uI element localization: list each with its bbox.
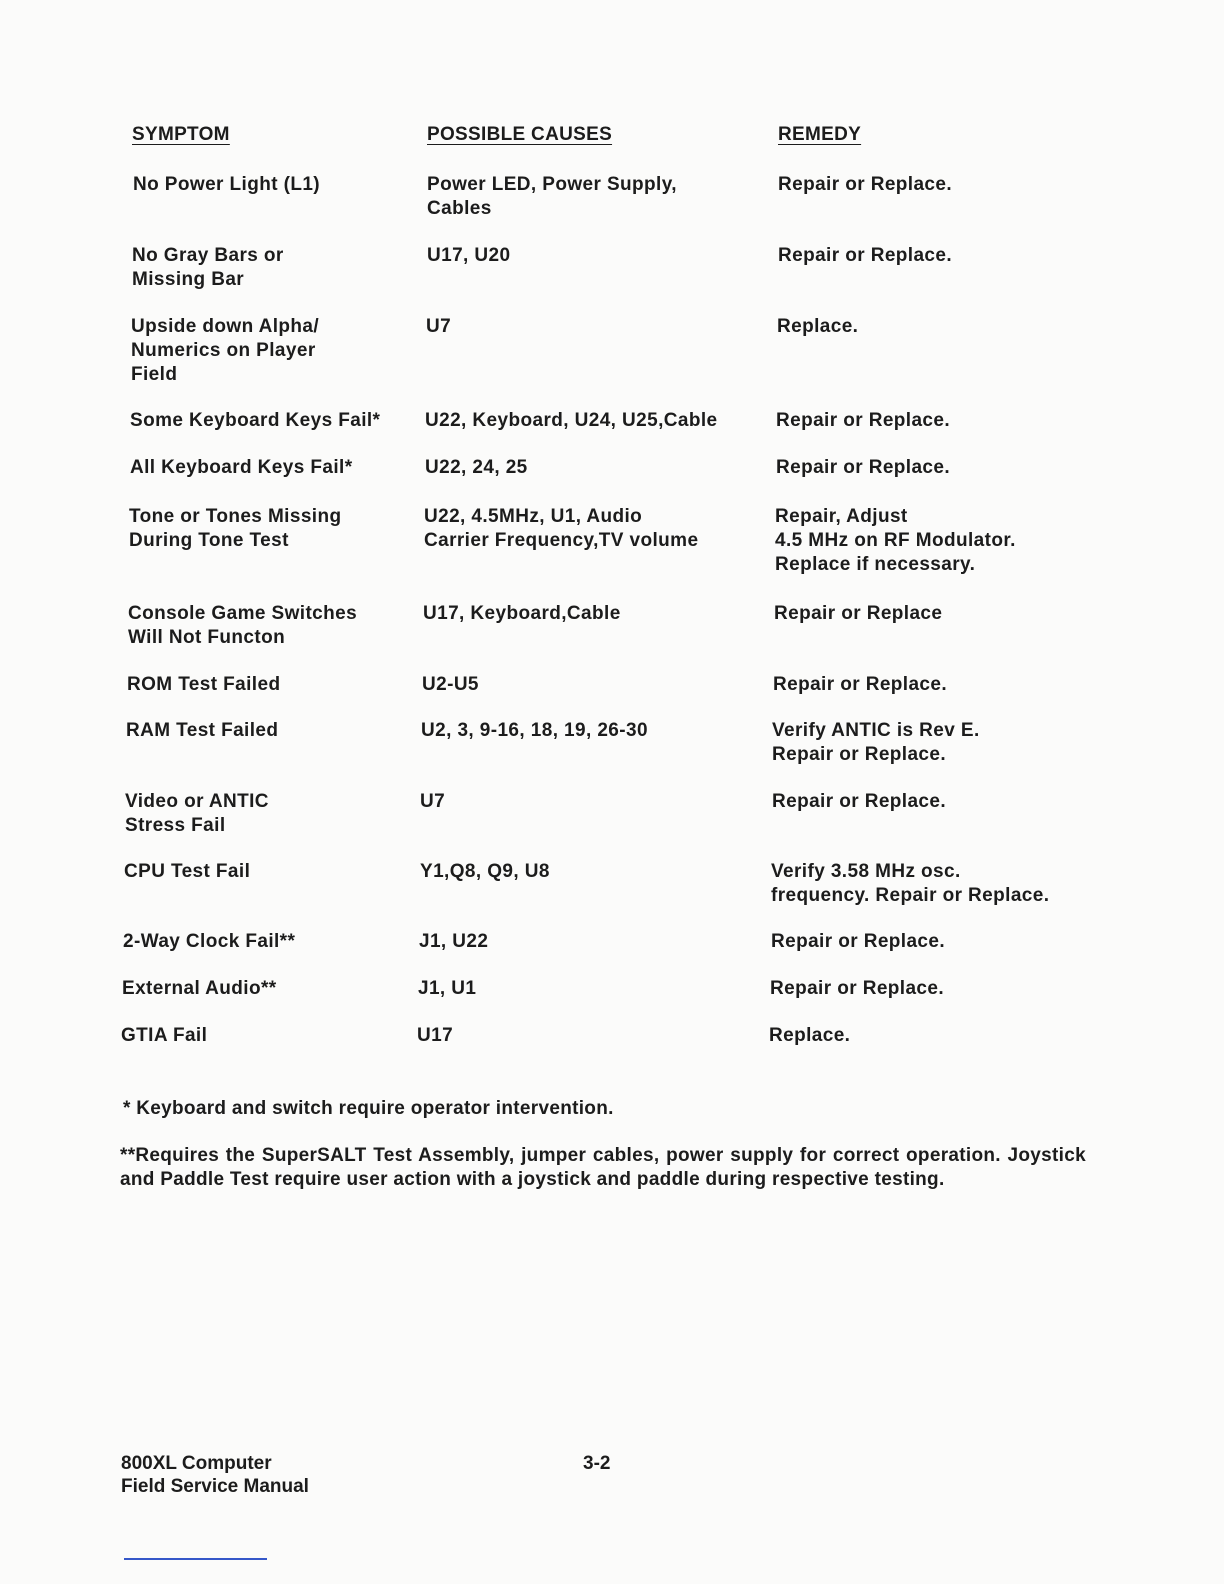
remedy-cell: Repair or Replace. <box>778 245 953 266</box>
footnote-supersalt: **Requires the SuperSALT Test Assembly, jumper cables, power supply for correct operation. Joystick and Paddle Test require user action with a joystick and paddle during respective testing. <box>120 1145 1086 1190</box>
remedy-cell: Repair, Adjust 4.5 MHz on RF Modulator. Replace if necessary. <box>775 506 1016 575</box>
symptom-cell: All Keyboard Keys Fail* <box>130 457 353 478</box>
remedy-cell: Repair or Replace. <box>778 174 953 195</box>
footer-title-line1: 800XL Computer <box>121 1453 272 1474</box>
causes-cell: U22, Keyboard, U24, U25,Cable <box>425 410 718 431</box>
remedy-cell: Replace. <box>777 316 859 337</box>
remedy-cell: Repair or Replace. <box>772 791 947 812</box>
remedy-cell: Repair or Replace <box>774 603 943 624</box>
header-possible-causes: POSSIBLE CAUSES <box>427 124 613 145</box>
causes-cell: Power LED, Power Supply, Cables <box>427 174 677 219</box>
symptom-cell: 2-Way Clock Fail** <box>123 931 296 952</box>
symptom-cell: RAM Test Failed <box>126 720 279 741</box>
causes-cell: U17 <box>417 1025 454 1046</box>
symptom-cell: External Audio** <box>122 978 277 999</box>
symptom-cell: Tone or Tones Missing During Tone Test <box>129 506 342 551</box>
causes-cell: U22, 4.5MHz, U1, Audio Carrier Frequency,TV volume <box>424 506 699 551</box>
symptom-cell: Some Keyboard Keys Fail* <box>130 410 381 431</box>
causes-cell: U17, U20 <box>427 245 511 266</box>
footnote-keyboard: * Keyboard and switch require operator intervention. <box>123 1098 614 1119</box>
symptom-cell: GTIA Fail <box>121 1025 208 1046</box>
causes-cell: U2, 3, 9-16, 18, 19, 26-30 <box>421 720 648 741</box>
causes-cell: U7 <box>426 316 452 337</box>
symptom-cell: No Power Light (L1) <box>133 174 321 195</box>
causes-cell: U22, 24, 25 <box>425 457 528 478</box>
symptom-cell: Console Game Switches Will Not Functon <box>128 603 358 648</box>
remedy-cell: Verify 3.58 MHz osc. frequency. Repair or Replace. <box>771 861 1050 906</box>
causes-cell: J1, U22 <box>419 931 489 952</box>
symptom-cell: CPU Test Fail <box>124 861 251 882</box>
remedy-cell: Repair or Replace. <box>770 978 945 999</box>
causes-cell: Y1,Q8, Q9, U8 <box>420 861 550 882</box>
remedy-cell: Verify ANTIC is Rev E. Repair or Replace. <box>772 720 980 765</box>
remedy-cell: Replace. <box>769 1025 851 1046</box>
header-symptom: SYMPTOM <box>132 124 230 145</box>
bottom-rule <box>124 1558 267 1560</box>
remedy-cell: Repair or Replace. <box>771 931 946 952</box>
footer-title-line2: Field Service Manual <box>121 1476 309 1497</box>
causes-cell: U2-U5 <box>422 674 479 695</box>
header-remedy: REMEDY <box>778 124 862 145</box>
remedy-cell: Repair or Replace. <box>776 457 951 478</box>
symptom-cell: ROM Test Failed <box>127 674 281 695</box>
remedy-cell: Repair or Replace. <box>776 410 951 431</box>
symptom-cell: Upside down Alpha/ Numerics on Player Field <box>131 316 320 385</box>
causes-cell: J1, U1 <box>418 978 477 999</box>
footer-manual-title <box>121 1452 309 1498</box>
page-number: 3-2 <box>583 1453 611 1474</box>
causes-cell: U7 <box>420 791 446 812</box>
symptom-cell: No Gray Bars or Missing Bar <box>132 245 284 290</box>
causes-cell: U17, Keyboard,Cable <box>423 603 621 624</box>
remedy-cell: Repair or Replace. <box>773 674 948 695</box>
symptom-cell: Video or ANTIC Stress Fail <box>125 791 269 836</box>
